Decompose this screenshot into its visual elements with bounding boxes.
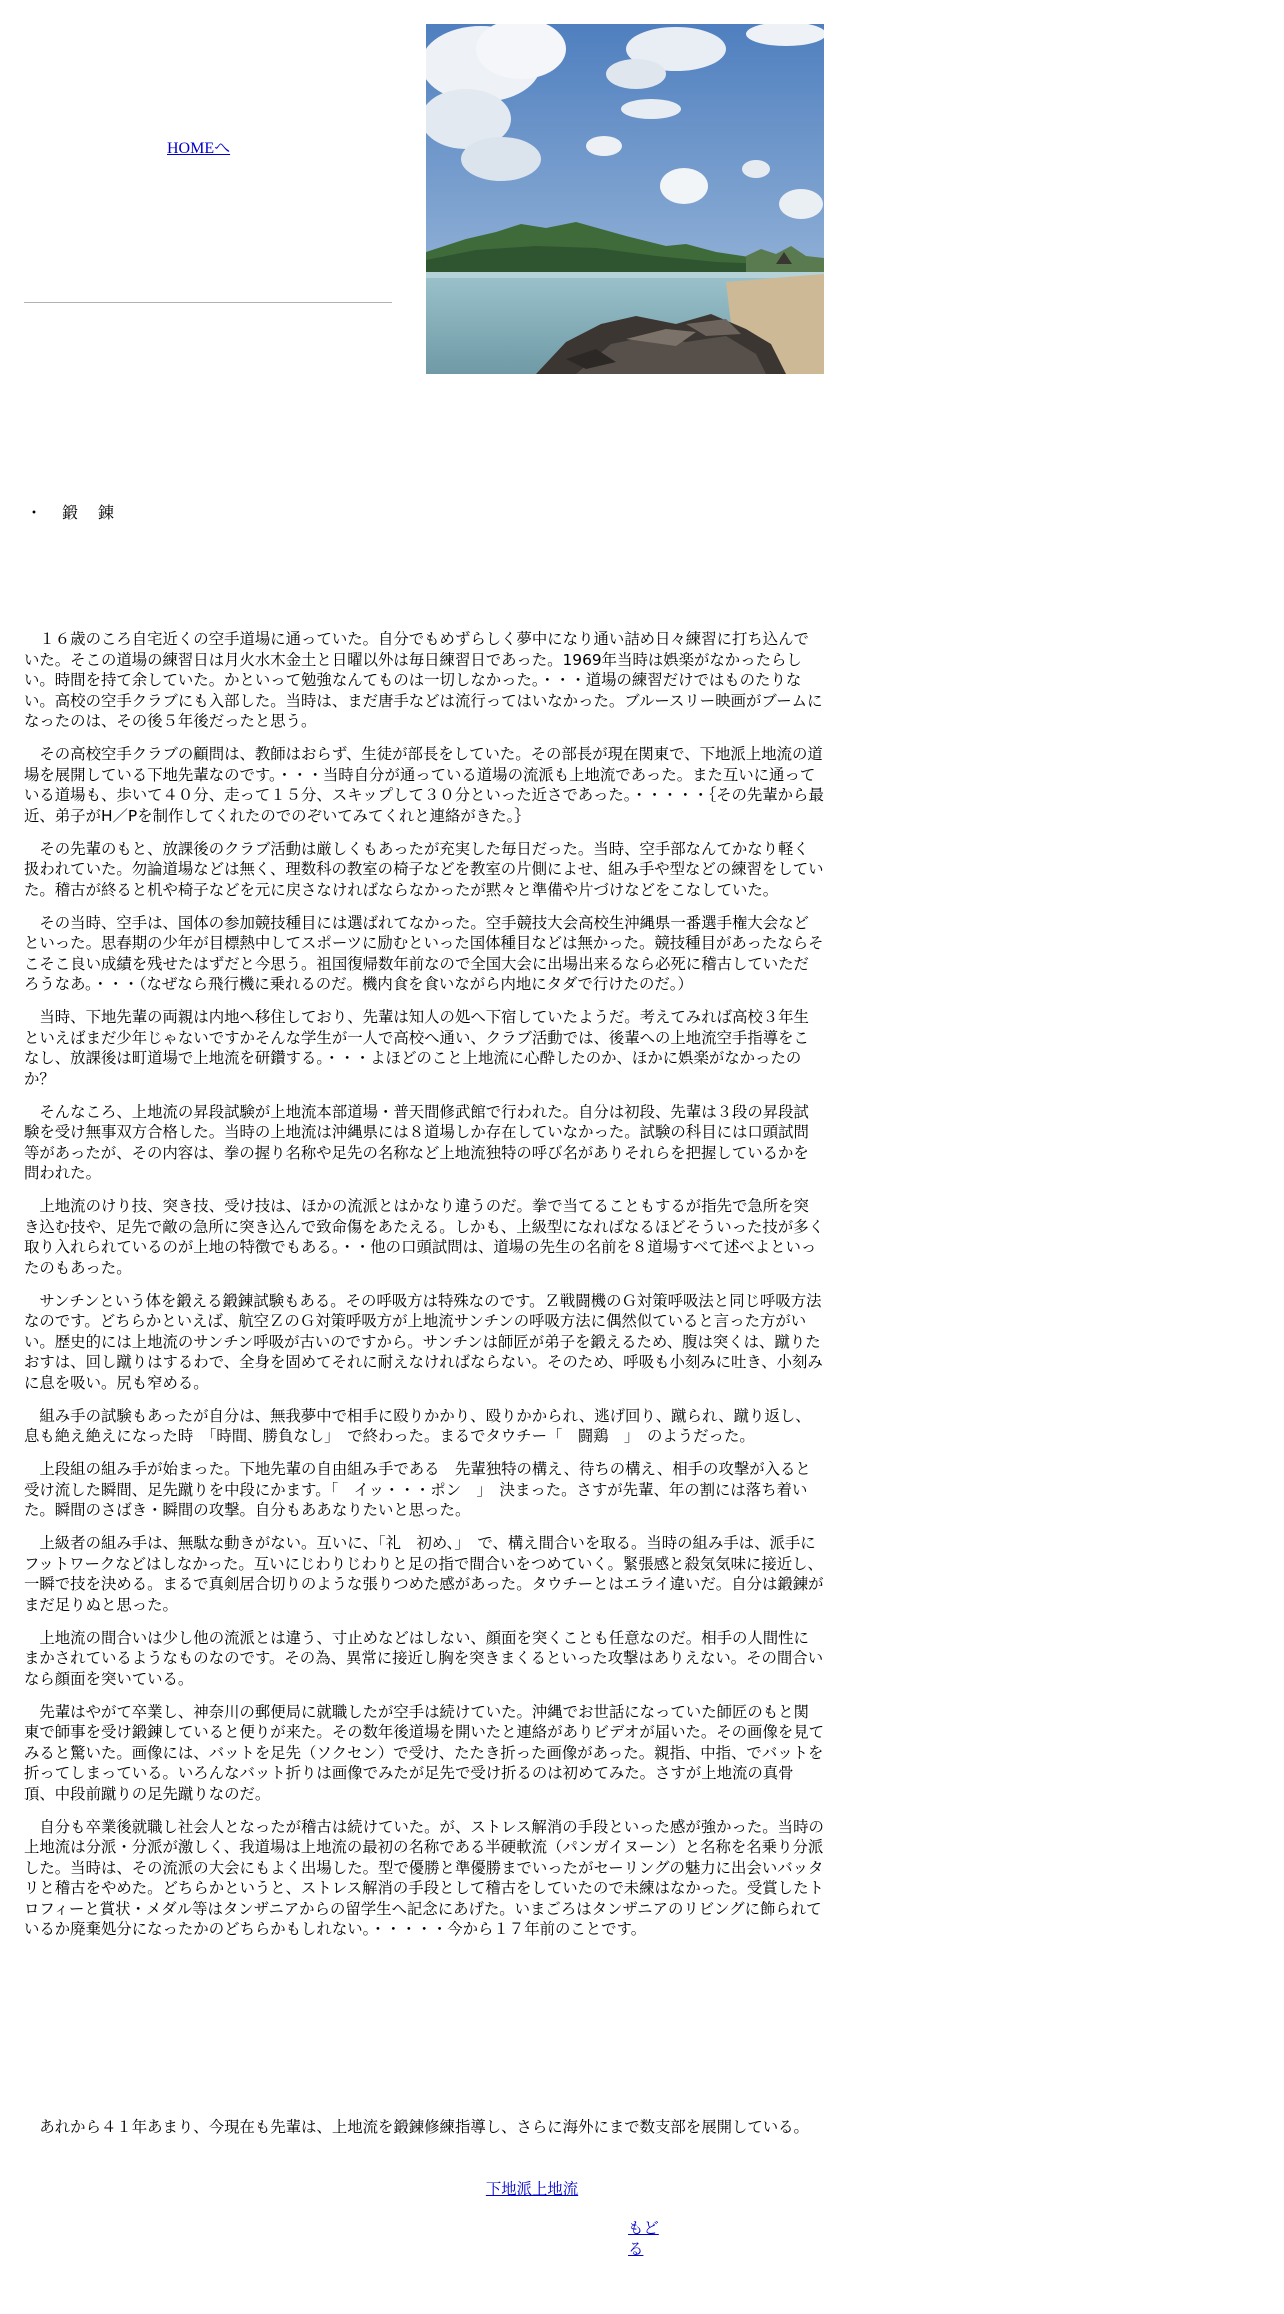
closing-paragraph: あれから４１年あまり、今現在も先輩は、上地流を鍛錬修練指導し、さらに海外にまで数支部を展開している。 [39,2118,809,2136]
article-body [24,629,824,1952]
horizontal-rule [24,302,392,303]
closing-section [24,2117,824,2138]
paragraph: 上級者の組み手は、無駄な動きがない。互いに、「礼 初め、」 で、構え間合いを取る。当時の組み手は、派手にフットワークなどはしなかった。互いにじわりじわりと足の指で間合いをつめていく。緊張感と殺気気味に接近し、一瞬で技を決める。まるで真剣居合切りのような張りつめた感があった。タウチーとはエライ違いだ。自分は鍛錬がまだ足りぬと思った。 [24,1534,824,1614]
paragraph: 先輩はやがて卒業し、神奈川の郵便局に就職したが空手は続けていた。沖縄でお世話になっていた師匠のもと関東で師事を受け鍛錬していると便りが来た。その数年後道場を開いたと連絡がありビデオが届いた。その画像を見てみると驚いた。画像には、バットを足先（ソクセン）で受け、たたき折った画像があった。親指、中指、でバットを折ってしまっている。いろんなバット折りは画像でみたが足先で受け折るのは初めてみた。さすが上地流の真骨頂、中段前蹴りの足先蹴りなのだ。 [24,1702,825,1803]
section-heading: ・ 鍛 錬 [26,503,117,522]
paragraph: 上地流の間合いは少し他の流派とは違う、寸止めなどはしない、顔面を突くことも任意なのだ。相手の人間性にまかされているようなものなのです。その為、異常に接近し胸を突きまくるといった攻撃はありえない。その間合いなら顔面を突いている。 [24,1628,824,1688]
paragraph: その先輩のもと、放課後のクラブ活動は厳しくもあったが充実した毎日だった。当時、空手部なんてかなり軽く扱われていた。勿論道場などは無く、理数科の教室の椅子などを教室の片側によせ、組み手や型などの練習をしていた。稽古が終ると机や椅子などを元に戻さなければならなかったが黙々と準備や片づけなどをこなしていた。 [24,839,824,899]
school-link-container [0,2177,1064,2199]
paragraph: その高校空手クラブの顧問は、教師はおらず、生徒が部長をしていた。その部長が現在関東で、下地派上地流の道場を展開している下地先輩なのです。・・・当時自分が通っている道場の流派も上地流であった。また互いに通っている道場も、歩いて４０分、走って１５分、スキップして３０分といった近さであった。・・・・・｛その先輩から最近、弟子がH／Pを制作してくれたのでのぞいてみてくれと連絡がきた。｝ [24,745,824,825]
coastal-landscape-photo [426,24,824,374]
back-link[interactable]: もどる [628,2219,659,2258]
shimoji-uechi-ryu-link[interactable]: 下地派上地流 [485,2180,579,2198]
paragraph: サンチンという体を鍛える鍛錬試験もある。その呼吸方は特殊なのです。Ｚ戦闘機のＧ対策呼吸法と同じ呼吸方法なのです。どちらかといえば、航空ＺのＧ対策呼吸方が上地流サンチンの呼吸方法に偶然似ていると言った方がいい。歴史的には上地流のサンチン呼吸が古いのですから。サンチンは師匠が弟子を鍛えるため、腹は突くは、蹴りたおすは、回し蹴りはするわで、全身を固めてそれに耐えなければならない。そのため、呼吸も小刻みに吐き、小刻みに息を吸い。尻も窄める。 [24,1291,823,1392]
paragraph: １６歳のころ自宅近くの空手道場に通っていた。自分でもめずらしく夢中になり通い詰め日々練習に打ち込んでいた。そこの道場の練習日は月火水木金土と日曜以外は毎日練習日であった。1969年当時は娯楽がなかったらしい。時間を持て余していた。かといって勉強なんてものは一切しなかった。・・・道場の練習だけではものたりない。高校の空手クラブにも入部した。当時は、まだ唐手などは流行ってはいなかった。ブルースリー映画がブームになったのは、その後５年後だったと思う。 [24,630,823,730]
paragraph: その当時、空手は、国体の参加競技種目には選ばれてなかった。空手競技大会高校生沖縄県一番選手権大会などといった。思春期の少年が目標熱中してスポーツに励むといった国体種目などは無かった。競技種目があったならそこそこ良い成績を残せたはずだと今思う。祖国復帰数年前なので全国大会に出場出来るなら必死に稽古していただろうなあ。・・・（なぜなら飛行機に乗れるのだ。機内食を食いながら内地にタダで行けたのだ。） [24,913,824,993]
paragraph: 当時、下地先輩の両親は内地へ移住しており、先輩は知人の処へ下宿していたようだ。考えてみれば高校３年生といえばまだ少年じゃないですかそんな学生が一人で高校へ通い、クラブ活動では、後輩への上地流空手指導をこなし、放課後は町道場で上地流を研鑽する。・・・よほどのこと上地流に心酔したのか、ほかに娯楽がなかったのか？ [24,1008,809,1088]
home-link[interactable]: HOMEへ [167,140,231,157]
paragraph: 上段組の組み手が始まった。下地先輩の自由組み手である 先輩独特の構え、待ちの構え、相手の攻撃が入ると受け流した瞬間、足先蹴りを中段にかます。「 イッ・・・ポン 」 決まった。さすが先輩、年の割には落ち着いた。瞬間のさばき・瞬間の攻撃。自分もああなりたいと思った。 [24,1460,811,1519]
paragraph: そんなころ、上地流の昇段試験が上地流本部道場・普天間修武館で行われた。自分は初段、先輩は３段の昇段試験を受け無事双方合格した。当時の上地流は沖縄県には８道場しか存在していなかった。試験の科目には口頭試問等があったが、その内容は、拳の握り名称や足先の名称など上地流独特の呼び名がありそれらを把握しているかを問われた。 [24,1102,809,1182]
paragraph: 上地流のけり技、突き技、受け技は、ほかの流派とはかなり違うのだ。拳で当てることもするが指先で急所を突き込む技や、足先で敵の急所に突き込んで致命傷をあたえる。しかも、上級型になればなるほどそういった技が多く取り入れられているのが上地の特徴でもある。・・他の口頭試問は、道場の先生の名前を８道場すべて述べよといったのもあった。 [24,1197,825,1277]
paragraph: 組み手の試験もあったが自分は、無我夢中で相手に殴りかかり、殴りかかられ、逃げ回り、蹴られ、蹴り返し、息も絶え絶えになった時 「時間、勝負なし」 で終わった。まるでタウチー「 闘鶏 」 のようだった。 [24,1406,811,1445]
paragraph: 自分も卒業後就職し社会人となったが稽古は続けていた。が、ストレス解消の手段といった感が強かった。当時の上地流は分派・分派が激しく、我道場は上地流の最初の名称である半硬軟流（パンガイヌーン）と名称を名乗り分派した。当時は、その流派の大会にもよく出場した。型で優勝と準優勝までいったがセーリングの魅力に出会いバッタリと稽古をやめた。どちらかというと、ストレス解消の手段として稽古をしていたので未練はなかった。受賞したトロフィーと賞状・メダル等はタンザニアからの留学生へ記念にあげた。いまごろはタンザニアのリビングに飾られているか廃棄処分になったかのどちらかもしれない。・・・・・今から１７年前のことです。 [24,1817,824,1938]
